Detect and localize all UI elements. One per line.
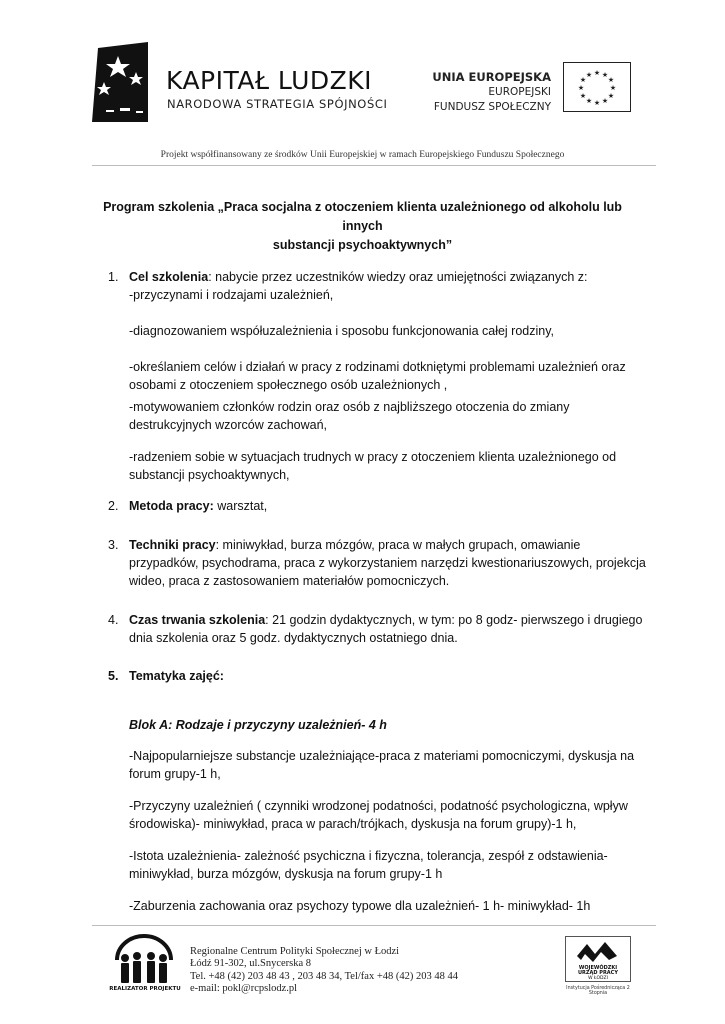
section-2: [108, 497, 648, 515]
svg-text:★: ★: [577, 84, 585, 92]
svg-text:★: ★: [593, 99, 601, 107]
org-name: Regionalne Centrum Polityki Społecznej w Łodzi: [190, 946, 400, 957]
header-divider: [92, 165, 656, 166]
svg-text:★: ★: [579, 92, 587, 100]
section-number: 1.: [108, 270, 119, 284]
svg-text:★: ★: [585, 97, 593, 105]
title-line-2: substancji psychoaktywnych”: [272, 238, 453, 252]
svg-text:★: ★: [609, 84, 617, 92]
eu-text-block: [432, 70, 551, 115]
goal-item: -motywowaniem członków rodzin oraz osób z najbliższego otoczenia do zmiany destrukcyjnych wzorców zachowań,: [129, 400, 570, 432]
svg-text:★: ★: [601, 71, 609, 79]
svg-text:★: ★: [601, 97, 609, 105]
svg-text:★: ★: [579, 76, 587, 84]
svg-text:★: ★: [607, 92, 615, 100]
block-a-item: -Przyczyny uzależnień ( czynniki wrodzonej podatności, podatność psychologiczna, wpływ środowiska)- miniwykład, praca w parach/trójkach, dyskusja na forum grupy)-1 h,: [129, 799, 628, 831]
section-4: [108, 611, 648, 647]
section-text: : miniwykład, burza mózgów, praca w małych grupach, omawianie: [215, 538, 581, 552]
section-text: : nabycie przez uczestników wiedzy oraz umiejętności związanych z:: [208, 270, 588, 284]
goal-item: -diagnozowaniem współuzależnienia i sposobu funkcjonowania całej rodziny,: [129, 324, 555, 338]
section-text: dnia szkolenia oraz 5 godz. dydaktycznych ostatniego dnia.: [129, 631, 458, 645]
svg-text:★: ★: [607, 76, 615, 84]
section-text: : 21 godzin dydaktycznych, w tym: po 8 godz- pierwszego i drugiego: [265, 613, 643, 627]
section-text: -przyczynami i rodzajami uzależnień,: [129, 288, 334, 302]
svg-text:★: ★: [585, 71, 593, 79]
svg-text:★: ★: [593, 69, 601, 77]
eu-line-2: EUROPEJSKI: [488, 86, 551, 98]
block-a-title: Blok A: Rodzaje i przyczyny uzależnień- 4 h: [129, 718, 387, 732]
section-label: Czas trwania szkolenia: [129, 613, 266, 627]
footer-contact: [190, 946, 458, 996]
wup-logo-text-1: WOJEWÓDZKI: [578, 965, 618, 971]
section-label: Tematyka zajęć:: [129, 669, 224, 683]
section-3: [108, 536, 648, 590]
eu-line-3: FUNDUSZ SPOŁECZNY: [433, 101, 551, 113]
section-text: wideo, praca z zastosowaniem materiałów pomocniczych.: [129, 574, 450, 588]
org-address: Łódź 91-302, ul.Snycerska 8: [190, 958, 312, 970]
org-phone: Tel. +48 (42) 203 48 43 , 203 48 34, Tel/fax +48 (42) 203 48 44: [190, 970, 458, 982]
eu-line-1: UNIA EUROPEJSKA: [432, 70, 551, 84]
section-number: 4.: [108, 613, 119, 627]
section-label: Cel szkolenia: [129, 270, 209, 284]
kapital-ludzki-logo-icon: [92, 42, 154, 122]
brand-subtitle: NARODOWA STRATEGIA SPÓJNOŚCI: [167, 97, 388, 111]
section-label: Metoda pracy:: [129, 499, 214, 513]
realizator-label: REALIZATOR PROJEKTU: [109, 986, 181, 992]
rcps-people-logo-icon: [113, 932, 175, 994]
org-email: e-mail: pokl@rcpslodz.pl: [190, 983, 298, 995]
cofinancing-note: Projekt współfinansowany ze środków Unii Europejskiej w ramach Europejskiego Funduszu Społecznego: [160, 150, 565, 160]
goal-item: -określaniem celów i działań w pracy z rodzinami dotkniętymi problemami uzależnień oraz osobami z otoczeniem społecznego osób uzależnionych ,: [129, 360, 626, 392]
title-line-1: Program szkolenia „Praca socjalna z otoczeniem klienta uzależnionego od alkoholu lub innych: [103, 200, 622, 233]
section-number: 5.: [108, 669, 119, 683]
block-a-item: -Najpopularniejsze substancje uzależniające-praca z materiami pomocniczymi, dyskusja na forum grupy-1 h,: [129, 749, 635, 781]
footer-divider: [92, 925, 656, 926]
eu-flag-icon: [563, 62, 631, 112]
goal-item: -radzeniem sobie w sytuacjach trudnych w pracy z otoczeniem klienta uzależnionego od substancji psychoaktywnych,: [129, 450, 617, 482]
section-number: 3.: [108, 538, 119, 552]
section-5: [108, 667, 648, 685]
wup-logo-text-3: W ŁODZI: [588, 976, 608, 981]
document-title: [95, 198, 630, 255]
wup-lodz-logo-icon: [565, 936, 631, 982]
intermediate-institution-label: Instytucja Pośrednicząca 2 Stopnia: [566, 986, 630, 996]
section-text: warsztat,: [213, 499, 268, 513]
section-number: 2.: [108, 499, 119, 513]
wup-logo-text-2: URZĄD PRACY: [578, 970, 618, 976]
section-text: przypadków, psychodrama, praca z wykorzystaniem narzędzi kwestionariuszowych, projekcja: [129, 556, 646, 570]
section-1: [108, 268, 648, 304]
brand-title: KAPITAŁ LUDZKI: [166, 66, 373, 95]
block-a-item: -Zaburzenia zachowania oraz psychozy typowe dla uzależnień- 1 h- miniwykład- 1h: [129, 899, 591, 913]
block-a-item: -Istota uzależnienia- zależność psychiczna i fizyczna, tolerancja, zespół z odstawienia- miniwykład, burza mózgów, dyskusja na forum grupy-1 h: [129, 849, 608, 881]
section-label: Techniki pracy: [129, 538, 216, 552]
